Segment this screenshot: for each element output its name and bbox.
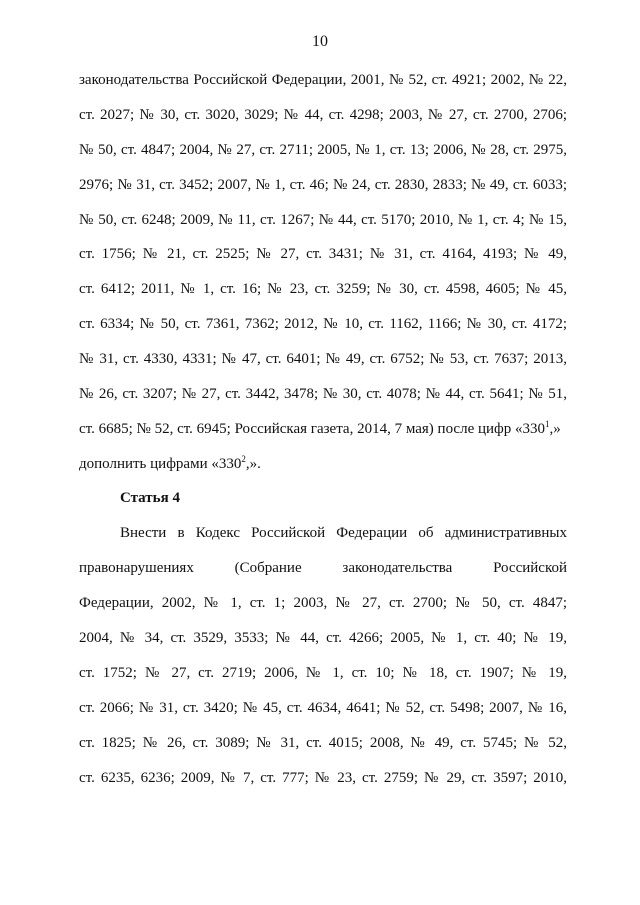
text-line: ст. 6235, 6236; 2009, № 7, ст. 777; № 23, ст. 2759; № 29, ст. 3597; 2010, bbox=[79, 770, 567, 786]
text-line: ст. 6412; 2011, № 1, ст. 16; № 23, ст. 3259; № 30, ст. 4598, 4605; № 45, bbox=[79, 281, 567, 297]
text-line: № 50, ст. 4847; 2004, № 27, ст. 2711; 2005, № 1, ст. 13; 2006, № 28, ст. 2975, bbox=[79, 142, 567, 158]
text-segment: ,» bbox=[549, 421, 561, 437]
text-line: 2976; № 31, ст. 3452; 2007, № 1, ст. 46; № 24, ст. 2830, 2833; № 49, ст. 6033; bbox=[79, 177, 567, 193]
page-number: 10 bbox=[312, 33, 328, 50]
text-line: ст. 1825; № 26, ст. 3089; № 31, ст. 4015; 2008, № 49, ст. 5745; № 52, bbox=[79, 735, 567, 751]
text-line: ст. 6334; № 50, ст. 7361, 7362; 2012, № 10, ст. 1162, 1166; № 30, ст. 4172; bbox=[79, 316, 567, 332]
text-segment: ст. 6685; № 52, ст. 6945; Российская газета, 2014, 7 мая) после цифр «330 bbox=[79, 421, 546, 437]
text-line: № 26, ст. 3207; № 27, ст. 3442, 3478; № 30, ст. 4078; № 44, ст. 5641; № 51, bbox=[79, 386, 567, 402]
superscript: 2 bbox=[241, 454, 246, 464]
text-line: правонарушениях (Собрание законодательства Российской bbox=[79, 560, 567, 576]
text-segment: дополнить цифрами «330 bbox=[79, 456, 242, 472]
article-title: Статья 4 bbox=[120, 490, 180, 506]
text-line: ст. 2027; № 30, ст. 3020, 3029; № 44, ст. 4298; 2003, № 27, ст. 2700, 2706; bbox=[79, 107, 567, 123]
superscript: 1 bbox=[545, 419, 550, 429]
text-line: законодательства Российской Федерации, 2001, № 52, ст. 4921; 2002, № 22, bbox=[79, 72, 567, 88]
text-line: Внести в Кодекс Российской Федерации об административных bbox=[120, 525, 567, 541]
text-segment: ,». bbox=[245, 456, 261, 472]
text-line: 2004, № 34, ст. 3529, 3533; № 44, ст. 4266; 2005, № 1, ст. 40; № 19, bbox=[79, 630, 567, 646]
text-line-with-superscript bbox=[79, 420, 567, 438]
text-line: ст. 1756; № 21, ст. 2525; № 27, ст. 3431; № 31, ст. 4164, 4193; № 49, bbox=[79, 246, 567, 262]
text-line: ст. 2066; № 31, ст. 3420; № 45, ст. 4634, 4641; № 52, ст. 5498; 2007, № 16, bbox=[79, 700, 567, 716]
text-line: ст. 1752; № 27, ст. 2719; 2006, № 1, ст. 10; № 18, ст. 1907; № 19, bbox=[79, 665, 567, 681]
text-line: Федерации, 2002, № 1, ст. 1; 2003, № 27, ст. 2700; № 50, ст. 4847; bbox=[79, 595, 567, 611]
text-line: № 31, ст. 4330, 4331; № 47, ст. 6401; № 49, ст. 6752; № 53, ст. 7637; 2013, bbox=[79, 351, 567, 367]
text-line-with-superscript bbox=[79, 455, 567, 473]
text-line: № 50, ст. 6248; 2009, № 11, ст. 1267; № 44, ст. 5170; 2010, № 1, ст. 4; № 15, bbox=[79, 212, 567, 228]
